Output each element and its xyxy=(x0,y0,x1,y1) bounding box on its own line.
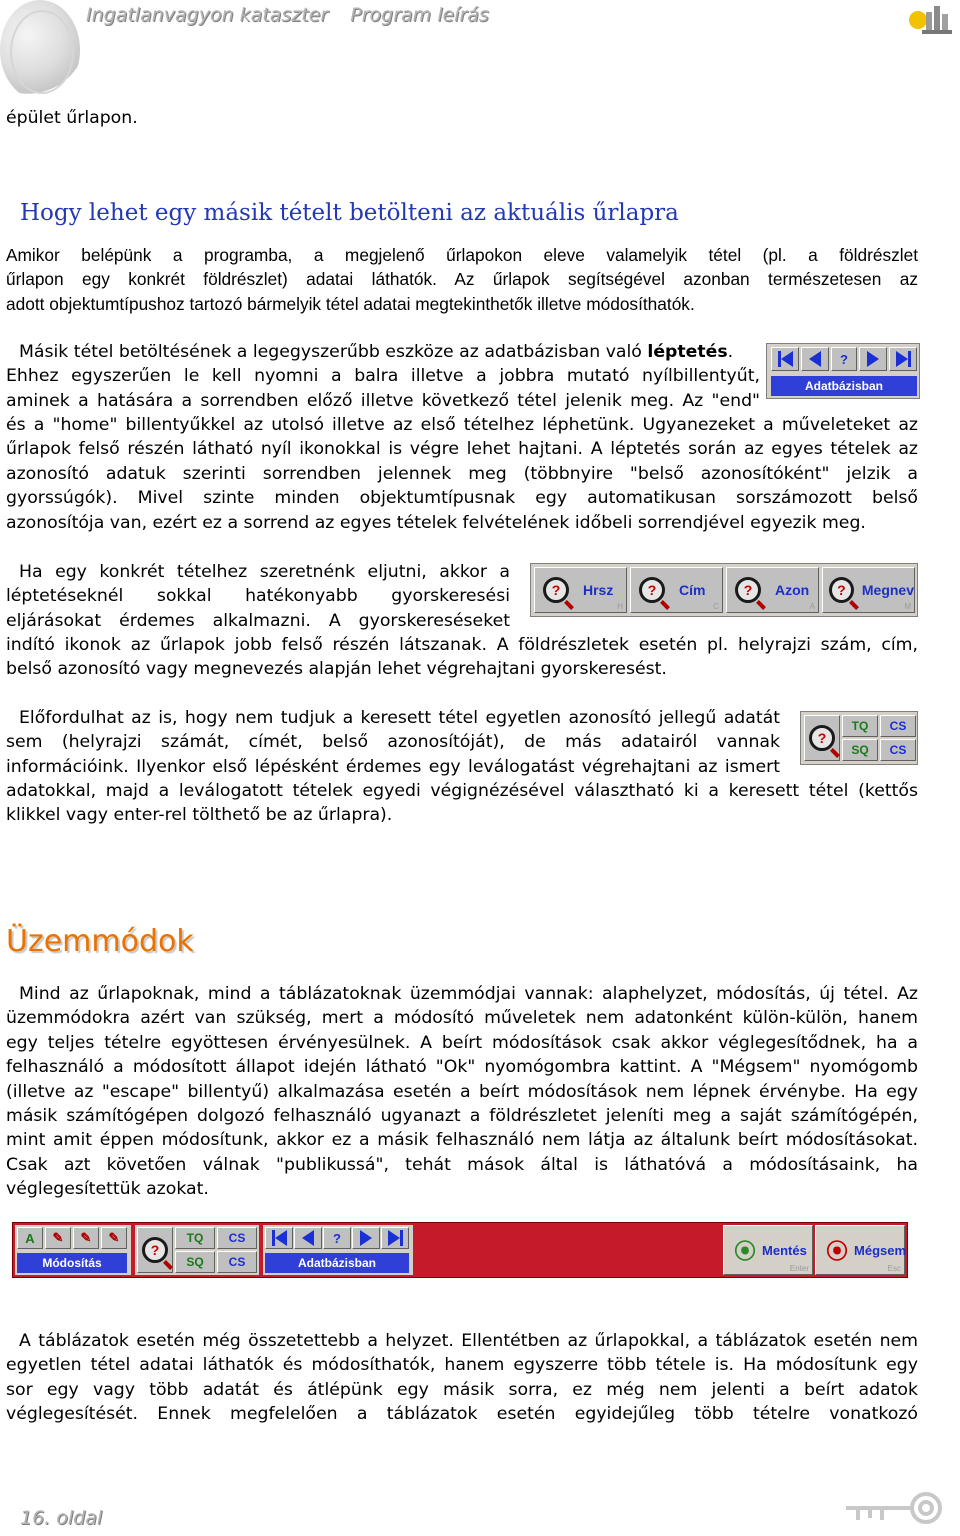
header-title-main: Ingatlanvagyon kataszter xyxy=(86,4,329,26)
filter-tq-button[interactable] xyxy=(842,715,878,737)
page-number: 16. oldal xyxy=(20,1507,103,1529)
mode-label: Módosítás xyxy=(17,1253,127,1273)
mode-cs2-button[interactable] xyxy=(217,1251,257,1273)
search-label: Cím xyxy=(679,582,706,598)
search-group xyxy=(135,1225,259,1275)
search-label: Hrsz xyxy=(583,582,614,598)
filter-cs2-button[interactable] xyxy=(880,739,916,761)
cancel-label: Mégsem xyxy=(854,1242,907,1258)
paragraph-intro-forms xyxy=(6,243,918,316)
paragraph-stepping xyxy=(6,340,760,413)
paragraph-filter-cont xyxy=(6,779,918,828)
text-span: Másik tétel betöltésének a legegyszerűbb eszköze az adatbázisban való xyxy=(19,342,648,362)
header-title xyxy=(86,4,511,26)
text-line: belső azonosító vagy megnevezés alapján lehet végrehajtani gyorskeresést. xyxy=(6,659,667,680)
last-bar-icon xyxy=(400,1230,403,1246)
intro-line: épület űrlapon. xyxy=(6,108,138,128)
text-line: egyetlen tétel adatai láthatók és módosíthatók, hanem egyszerre több tétele is. Ha módosítunk egy xyxy=(6,1355,918,1376)
text-line: információink. Ilyenkor első lépésként érdemes egy leválogatást végrehajtani az ismert xyxy=(6,756,780,777)
arrow-right-icon xyxy=(867,351,879,367)
text-line xyxy=(6,340,760,364)
paragraph-filter xyxy=(6,706,780,779)
mode-a-icon: A xyxy=(25,1230,35,1246)
shortcut-key: C xyxy=(713,602,719,611)
search-azon-button[interactable] xyxy=(726,567,819,613)
arrow-left-icon xyxy=(809,351,821,367)
filter-toolbar xyxy=(800,711,918,765)
shortcut-key: Enter xyxy=(789,1264,809,1273)
last-bar-icon xyxy=(908,351,911,367)
filter-tq-icon: TQ xyxy=(186,1231,204,1245)
shortcut-key: M xyxy=(904,602,911,611)
search-label: Azon xyxy=(775,582,810,598)
arrow-right-icon xyxy=(388,1230,400,1246)
text-line: mint amit éppen módosítunk, akkor ez a másik felhasználó nem látja az általunk beírt módosításokat. xyxy=(6,1130,918,1151)
next-record-button[interactable] xyxy=(352,1227,380,1249)
text-line: sem (helyrajzi számát, címét, belső azonosítóját), de más adatairól vannak xyxy=(6,732,780,753)
text-span: . xyxy=(727,342,734,362)
magnifier-question-icon: ? xyxy=(829,577,854,603)
text-line: (illetve az "escape" billentyű) alkalmazása esetén a beírt módosítások nem lépnek érvénybe. Ha egy xyxy=(6,1081,918,1102)
previous-record-button[interactable] xyxy=(801,347,829,371)
magnifier-question-icon: ? xyxy=(543,577,569,603)
mode-toolbar xyxy=(12,1222,908,1278)
text-line: eljárásokat érdemes alkalmazni. A gyorskereséseket xyxy=(6,610,510,631)
help-icon: ? xyxy=(333,1230,341,1246)
text-line: Ehhez egyszerűen le kell nyomni a balra illetve a jobbra mutató nyílbillentyűt, xyxy=(6,366,760,387)
text-line: indító ikonok az űrlapok jobb felső részén látszanak. A földrészletek esetén pl. helyrajzi szám, cím, xyxy=(6,635,918,655)
section-heading-load-item: Hogy lehet egy másik tételt betölteni az aktuális űrlapra xyxy=(20,200,679,226)
magnifier-question-icon: ? xyxy=(809,725,835,751)
cancel-button[interactable] xyxy=(815,1225,905,1275)
text-line: Mind az űrlapoknak, mind a táblázatoknak üzemmódjai vannak: alaphelyzet, módosítás, új tétel. Az xyxy=(19,984,918,1004)
text-line: egy teljes tételre egyöttesen érvényesülnek. A beírt módosítások csak akkor véglegesítődnek, ha a xyxy=(6,1032,918,1053)
paragraph-quick-search xyxy=(6,560,510,633)
magnifier-question-icon: ? xyxy=(735,577,761,603)
text-line: klikkel vagy enter-rel tölthető be az űrlapra). xyxy=(6,805,393,826)
shortcut-key: A xyxy=(809,602,815,611)
paragraph-tables xyxy=(6,1329,918,1427)
filter-cs-button[interactable] xyxy=(880,715,916,737)
filter-cs2-icon: CS xyxy=(889,743,907,757)
text-line: másik számítógépen dolgozó felhasználó ugyanazt a földrészletet jeleníti meg a saját számítógépén, xyxy=(6,1106,918,1127)
previous-record-button[interactable] xyxy=(294,1227,322,1249)
save-label: Mentés xyxy=(762,1242,807,1258)
magnifier-question-icon: ? xyxy=(142,1237,168,1263)
database-label: Adatbázisban xyxy=(265,1253,409,1273)
text-line: és a "home" billentyűkkel az utolsó illetve az első tételhez léphetünk. Ugyanezeket a műveleteket az xyxy=(6,415,918,435)
shortcut-key: H xyxy=(617,602,623,611)
traffic-light-icon: ⦿ xyxy=(826,1238,849,1264)
text-line: véglegesítettük azokat. xyxy=(6,1179,209,1200)
text-line: üzemmódokra azért van szükség, mert a módosító műveletek nem adatonként külön-külön, hanem xyxy=(6,1008,918,1029)
text-line: aminek a hatására a sorrendben előző illetve következő tétel jelenik meg. Az "end" xyxy=(6,390,760,411)
search-megnev-button[interactable] xyxy=(822,567,915,613)
text-line: Csak azt követően válnak "publikussá", tehát mások által is láthatóvá a módosításaink, ha xyxy=(6,1154,918,1175)
filter-cs2-icon: CS xyxy=(228,1255,246,1269)
castle-logo-icon xyxy=(908,2,954,36)
help-button[interactable] xyxy=(323,1227,351,1249)
filter-sq-icon: SQ xyxy=(851,743,869,757)
header-globe-logo xyxy=(0,0,80,100)
text-line: adatokkal, majd a leválogatott tételek egyedi végignézésével választható ki a keresett tétel (kettős xyxy=(6,781,918,801)
pencil-icon: ✎ xyxy=(52,1230,64,1245)
edit-pencil3-button[interactable] xyxy=(101,1227,127,1249)
header-title-sub: Program leírás xyxy=(350,4,489,26)
mode-tq-button[interactable] xyxy=(175,1227,215,1249)
help-icon: ? xyxy=(840,351,848,367)
arrow-right-icon xyxy=(896,351,908,367)
traffic-light-icon: ⦿ xyxy=(734,1238,757,1264)
filter-sq-icon: SQ xyxy=(186,1255,204,1269)
first-record-button[interactable] xyxy=(265,1227,293,1249)
mode-group xyxy=(15,1225,131,1275)
paragraph-stepping-cont xyxy=(6,413,918,535)
help-button[interactable] xyxy=(831,347,857,371)
last-record-button[interactable] xyxy=(381,1227,409,1249)
arrow-left-icon xyxy=(275,1230,287,1246)
filter-tq-icon: TQ xyxy=(851,719,869,733)
search-label: Megnev xyxy=(861,582,914,598)
key-watermark-icon xyxy=(836,1488,946,1528)
text-line: A táblázatok esetén még összetettebb a helyzet. Ellentétben az űrlapokkal, a táblázatok esetén nem xyxy=(19,1331,918,1351)
text-line: sor egy vagy több adatát és átlépünk egy másik sorra, ez még nem jelenti a beírt adatok xyxy=(6,1379,918,1400)
first-record-button[interactable] xyxy=(771,347,799,371)
section-heading-modes: Üzemmódok xyxy=(6,924,194,959)
nav-group xyxy=(263,1225,413,1275)
shortcut-key: Esc xyxy=(887,1264,901,1273)
save-button[interactable] xyxy=(723,1225,813,1275)
search-cim-button[interactable] xyxy=(630,567,723,613)
paragraph-quick-search-cont xyxy=(6,633,918,682)
intro-text xyxy=(6,106,918,130)
stepping-bold: léptetés xyxy=(647,342,728,362)
last-record-button[interactable] xyxy=(889,347,917,371)
arrow-left-icon xyxy=(781,351,793,367)
pencil-icon: ✎ xyxy=(108,1230,120,1245)
text-line: azonosítója van, ezért ez a sorrend az egyes tételek felvételének időbeli sorrendjével egyezik meg. xyxy=(6,512,866,533)
mode-sq-button[interactable] xyxy=(175,1251,215,1273)
arrow-left-icon xyxy=(302,1230,314,1246)
mode-cs-button[interactable] xyxy=(217,1227,257,1249)
nav-toolbar xyxy=(766,343,920,399)
filter-sq-button[interactable] xyxy=(842,739,878,761)
toolbar-spacer xyxy=(417,1225,719,1275)
text-line: léptetéseknél sokkal hatékonyabb gyorskeresési xyxy=(6,586,510,607)
filter-cs-icon: CS xyxy=(228,1231,246,1245)
next-record-button[interactable] xyxy=(859,347,887,371)
text-line: Ha egy konkrét tételhez szeretnénk eljutni, akkor a xyxy=(19,562,510,582)
text-line: felhasználó a módosított állapot idején látható "Ok" nyomógombra kattint. A "Mégsem" nyomógomb xyxy=(6,1057,918,1078)
filter-search-button[interactable] xyxy=(804,715,840,761)
search-hrsz-button[interactable] xyxy=(534,567,627,613)
quick-search-toolbar xyxy=(530,563,918,617)
arrow-right-icon xyxy=(360,1230,372,1246)
mode-search-button[interactable] xyxy=(137,1227,173,1273)
text-line: gyorssúgók). Mivel szinte minden objektumtípusnak egy automatikusan sorszámozott belső xyxy=(6,488,918,509)
mode-a-button[interactable] xyxy=(17,1227,43,1249)
pencil-icon: ✎ xyxy=(80,1230,92,1245)
paragraph-modes xyxy=(6,982,918,1202)
edit-pencil2-button[interactable] xyxy=(73,1227,99,1249)
text-line: Amikor belépünk a programba, a megjelenő űrlapokon eleve valamelyik tétel (pl. a földrészlet xyxy=(6,245,918,265)
text-line: űrlapok felső részén látható nyíl ikonokkal is végre lehet hajtani. A léptetés során az egyes tételek az xyxy=(6,439,918,460)
text-line: adott objektumtípushoz tartozó bármelyik tétel adatai megtekinthetők illetve módosíthatók. xyxy=(6,293,695,314)
text-line: azonosító adatuk szerinti sorrendben jelennek meg (többnyire "belső azonosítóként" jelzik a xyxy=(6,463,918,484)
database-label: Adatbázisban xyxy=(771,376,917,396)
text-line: véglegesítését. Ennek megfelelően a táblázatok esetén egyidejűleg több tételre vonatkozó xyxy=(6,1404,918,1425)
filter-cs-icon: CS xyxy=(889,719,907,733)
edit-pencil-button[interactable] xyxy=(45,1227,71,1249)
magnifier-question-icon: ? xyxy=(639,577,665,603)
text-line: űrlapon egy konkrét földrészlet) adatai láthatók. Az űrlapok segítségével azonban természetesen az xyxy=(6,269,918,290)
text-line: Előfordulhat az is, hogy nem tudjuk a keresett tétel egyetlen azonosító jellegű adatát xyxy=(19,708,780,728)
